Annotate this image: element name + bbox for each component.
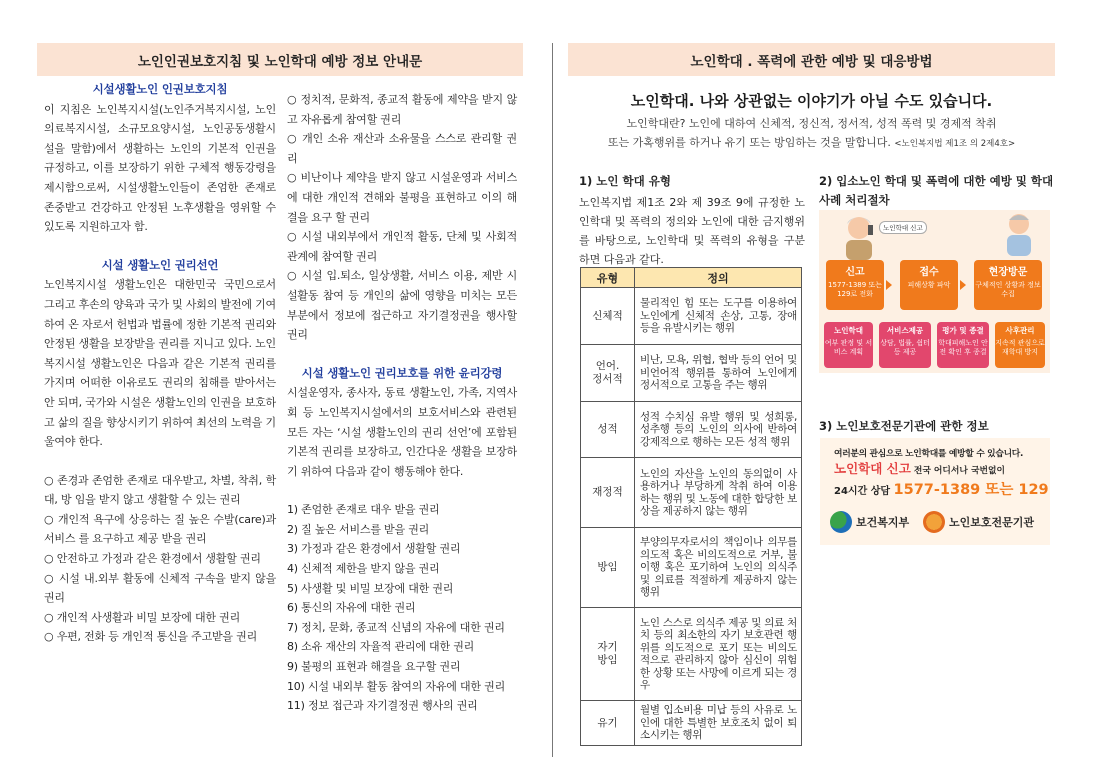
ethics-title: 시설 생활노인 권리보호를 위한 윤리강령 [301,365,503,380]
table-header-type: 유형 [581,268,635,288]
step-title: 현장방문 [988,267,1028,278]
page-divider [552,43,553,757]
abuse-type: 자기 방임 [581,608,635,701]
step-sub: 지속적 관심으로 재학대 방지 [995,339,1045,356]
intro-line-2 [568,133,1055,154]
ethics-item: 3) 가정과 같은 환경에서 생활할 권리 [287,542,461,556]
right-item: ○ 개인적 사생활과 비밀 보장에 대한 권리 [44,610,240,624]
intro-line-2-text: 또는 가혹행위를 하거나 유기 또는 방임하는 것을 말합니다. [607,136,891,149]
abuse-definition: 성적 수치심 유발 행위 및 성희롱, 성추행 등의 노인의 의사에 반하여 강제적으로 행하는 모든 성적 행위 [635,402,802,458]
step-sub: 1577-1389 또는 129로 전화 [828,281,882,298]
ethics-item: 4) 신체적 제한을 받지 않을 권리 [287,562,440,576]
left-column-2 [287,90,517,716]
step-title: 평가 및 종결 [942,326,984,335]
law-reference: <노인복지법 제1조 의 2제4호> [894,139,1016,149]
abuse-definition: 노인 스스로 의식주 제공 및 의료 처치 등의 최소한의 자기 보호관련 행위를 의도적으로 포기 또는 비의도적으로 관리하지 않아 심신이 위험한 상황 또는 사망에 이르게 되는 경우 [635,608,802,701]
info-line-3 [834,478,1049,499]
table-row [581,345,802,402]
agency-logo [923,511,1034,533]
right-item: ○ 개인적 욕구에 상응하는 질 높은 수발(care)과 서비스 를 요구하고 제공 받을 권리 [44,512,276,546]
ethics-item: 1) 존엄한 존재로 대우 받을 권리 [287,503,440,517]
ethics-item: 6) 통신의 자유에 대한 권리 [287,601,416,615]
spacer [287,345,517,364]
agency-info-box [820,438,1050,545]
right-item: ○ 개인 소유 재산과 소유물을 스스로 관리할 권리 [287,132,517,165]
ethics-item: 5) 사생활 및 비밀 보장에 대한 권리 [287,581,454,595]
ethics-item: 7) 정치, 문화, 종교적 신념의 자유에 대한 권리 [287,620,505,634]
guideline-body: 이 지침은 노인복지시설(노인주거복지시설, 노인의료복지시설, 소규모요양시설, 노인공동생활시설을 말함)에서 생활하는 노인의 기본적 인권을 규정하고, 이를 보장하기 위한 구체적 행동강령을 제시함으로써, 시설생활노인들이 존엄한 존재로 존중받고 건강하고 안정된 노후생활을 영위할 수 있도록 지원하고자 함. [44,102,276,234]
section1-title: 1) 노인 학대 유형 [579,174,671,188]
table-row [581,608,802,701]
step-site-visit [974,260,1042,310]
abuse-definition: 월별 입소비용 미납 등의 사유로 노인에 대한 특별한 보호조치 없이 퇴소시키는 행위 [635,701,802,746]
ethics-item: 8) 소유 재산의 자율적 관리에 대한 권리 [287,640,475,654]
report-highlight: 노인학대 신고 [834,461,911,476]
step-sub: 학대피해노인 안전 확인 후 종결 [938,339,988,356]
procedure-section-title: 2) 입소노인 학대 및 폭력에 대한 예방 및 학대 사례 처리절차 [819,174,1054,207]
right-item: ○ 비난이나 제약을 받지 않고 시설운영과 서비스에 대한 개인적 견해와 불평을 표현하고 이의 해결을 요구 할 권리 [287,171,517,224]
abuse-type: 재정적 [581,458,635,528]
spacer [44,452,276,471]
left-column-1 [44,80,276,647]
arrow-icon [886,280,892,290]
agency-logo-text: 노인보호전문기관 [949,516,1035,529]
table-header-definition: 정의 [635,268,802,288]
intro-text [568,114,1055,154]
declaration-title: 시설 생활노인 권리선언 [101,257,219,272]
table-row [581,458,802,528]
procedure-flowchart [819,210,1050,373]
step-abuse-judgement [824,322,873,368]
abuse-definition: 물리적인 힘 또는 도구를 이용하여 노인에게 신체적 손상, 고통, 장애 등을 유발시키는 행위 [635,288,802,345]
ministry-logo-text: 보건복지부 [856,516,910,529]
right-section-header: 노인학대 . 폭력에 관한 예방 및 대응방법 [568,43,1055,76]
step-title: 신고 [845,267,865,278]
hotline-prefix: 24시간 상담 [834,486,894,497]
abuse-types-table [580,267,802,746]
step-title: 서비스제공 [886,326,924,335]
table-row [581,701,802,746]
abuse-type: 언어. 정서적 [581,345,635,402]
ministry-logo [830,511,909,533]
step-service [879,322,931,368]
table-row [581,528,802,608]
agency-logo-icon [923,511,945,533]
ethics-body: 시설운영자, 종사자, 동료 생활노인, 가족, 지역사회 등 노인복지시설에서의 보호서비스와 관련된 모든 자는 ‘시설 생활노인의 권리 선언’에 포함된 기본적 권리를 보장하고, 인간다운 생활을 보장하기 위하여 다음과 같이 행동해야 한다. [287,386,517,478]
abuse-definition: 비난, 모욕, 위협, 협박 등의 언어 및 비언어적 행위를 통하여 노인에게 정서적으로 고통을 주는 행위 [635,345,802,402]
arrow-icon [960,280,966,290]
agency-info-title: 3) 노인보호전문기관에 관한 정보 [819,419,989,433]
main-title: 노인학대. 나와 상관없는 이야기가 아닐 수도 있습니다. [630,92,993,110]
step-sub: 구체적인 상황과 정보수집 [975,281,1041,298]
info-line-2 [834,459,1005,477]
right-item: ○ 시설 내.외부 활동에 신체적 구속을 받지 않을 권리 [44,571,276,605]
table-row [581,402,802,458]
elderly-woman-illustration [833,212,893,260]
ministry-logo-icon [830,511,852,533]
abuse-definition: 부양의무자로서의 책임이나 의무를 의도적 혹은 비의도적으로 거부, 불이행 혹은 포기하여 노인의 의식주 및 의료를 적절하게 제공하지 않는 행위 [635,528,802,608]
speech-bubble: 노인학대 신고 [879,221,927,234]
step-sub: 피해상황 파악 [907,281,951,289]
abuse-type: 신체적 [581,288,635,345]
right-item: ○ 시설 입.퇴소, 일상생활, 서비스 이용, 제반 시설활동 참여 등 개인의 삶에 영향을 미치는 모든 부분에서 정보에 접근하고 자기결정권을 행사할 권리 [287,269,517,342]
step-sub: 상담, 법률, 쉼터 등 제공 [880,339,930,356]
ethics-item: 11) 정보 접근과 자기결정권 행사의 권리 [287,699,478,713]
ethics-item: 10) 시설 내외부 활동 참여의 자유에 대한 권리 [287,679,506,693]
hotline-number: 1577-1389 또는 129 [893,482,1049,498]
abuse-types-section [579,172,805,269]
ethics-item: 9) 불평의 표현과 해결을 요구할 권리 [287,660,461,674]
abuse-type: 성적 [581,402,635,458]
right-item: ○ 존경과 존엄한 존재로 대우받고, 차별, 착취, 학대, 방 임을 받지 않고 생활할 수 있는 권리 [44,473,276,507]
spacer [44,237,276,256]
step-title: 사후관리 [1005,326,1035,335]
intro-line-1: 노인학대란? 노인에 대하여 신체적, 정신적, 정서적, 성적 폭력 및 경제적 착취 [626,117,997,130]
guideline-title: 시설생활노인 인권보호지침 [92,82,228,96]
ethics-item: 2) 질 높은 서비스를 받을 권리 [287,522,430,536]
step-follow-up [995,322,1045,368]
right-item: ○ 안전하고 가정과 같은 환경에서 생활할 권리 [44,552,261,566]
info-line-2-rest: 전국 어디서나 국번없이 [910,466,1005,476]
step-title: 노인학대 [834,326,863,335]
declaration-body: 노인복지시설 생활노인은 대한민국 국민으로서 그리고 후손의 양육과 국가 및 사회의 발전에 기여하여 온 자로서 헌법과 법률에 정한 기본적 권리와 안정된 생활을 보장받을 권리를 지니고 있다. 노인복지시설 생활노인은 다음과 같은 기본적 권리를 가지며 어떠한 이유로도 권리의 침해를 받아서는 안 되며, 국가와 시설은 생활노인의 인권을 보호하고 삶의 질을 향상시키기 위하여 최선의 노력을 기울여야 한다. [44,278,276,449]
spacer [287,481,517,500]
right-item: ○ 우편, 전화 등 개인적 통신을 주고받을 권리 [44,630,258,644]
right-item: ○ 정치적, 문화적, 종교적 활동에 제약을 받지 않고 자유롭게 참여할 권리 [287,93,517,126]
step-title: 접수 [919,267,939,278]
right-item: ○ 시설 내외부에서 개인적 활동, 단체 및 사회적 관계에 참여할 권리 [287,230,517,263]
elderly-man-illustration [991,210,1047,256]
abuse-definition: 노인의 자산을 노인의 동의없이 사용하거나 부당하게 착취 하여 이용하는 행위 및 노동에 대한 합당한 보상을 제공하지 않는 행위 [635,458,802,528]
section1-body: 노인복지법 제1조 2와 제 39조 9에 규정한 노인학대 및 폭력의 정의와 노인에 대한 금지행위를 바탕으로, 노인학대 및 폭력의 유형을 구분하면 다음과 같다. [579,196,805,266]
step-receipt [900,260,958,310]
step-report [826,260,884,310]
step-evaluation [937,322,989,368]
left-section-header: 노인인권보호지침 및 노인학대 예방 정보 안내문 [37,43,523,76]
abuse-type: 방임 [581,528,635,608]
abuse-type: 유기 [581,701,635,746]
step-sub: 여부 판정 및 서비스 계획 [824,339,873,356]
info-line-1: 여러분의 관심으로 노인학대를 예방할 수 있습니다. [834,449,1024,459]
table-header-row [581,268,802,288]
table-row [581,288,802,345]
